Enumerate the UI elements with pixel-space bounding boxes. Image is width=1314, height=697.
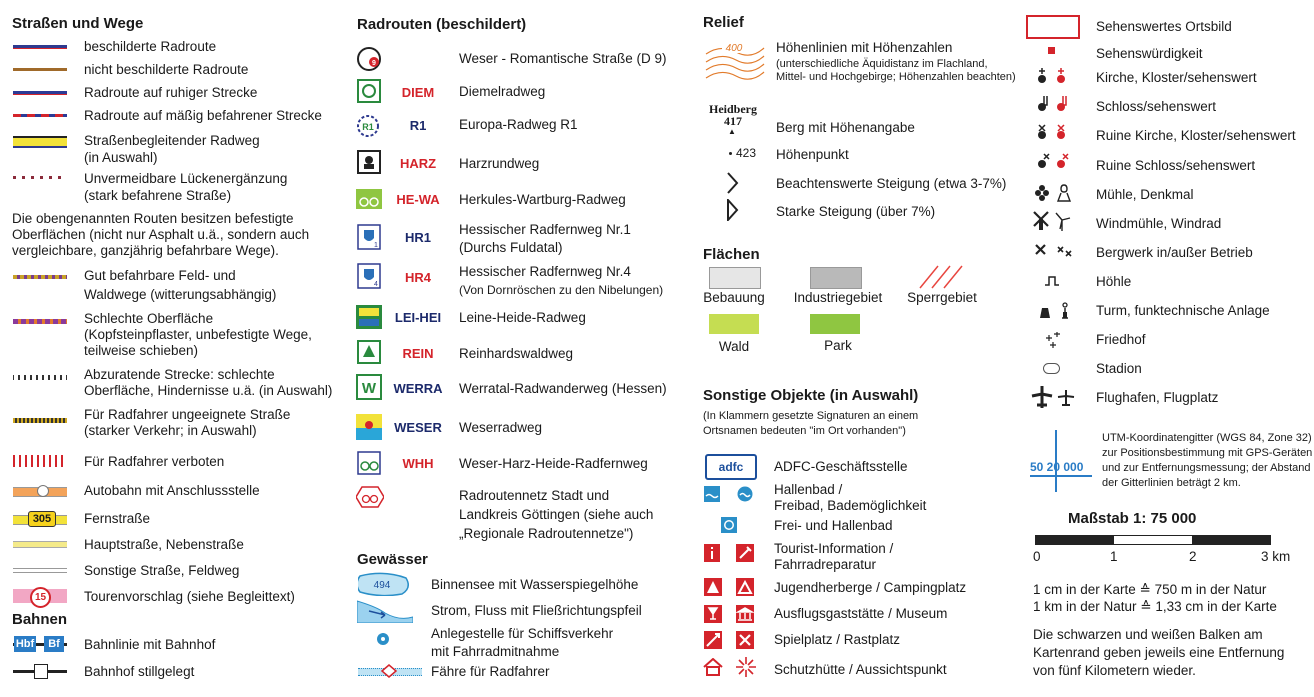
main-road-line — [13, 541, 67, 548]
indoor-pool-icon — [704, 486, 720, 502]
area-label: Wald — [718, 339, 750, 354]
legend-text: ADFC-Geschäftsstelle — [774, 459, 908, 474]
area-label: Sperrgebiet — [907, 290, 977, 305]
note-line: vergleichbare, ganzjährig befahrbare Wege). — [12, 243, 279, 258]
svg-text:4: 4 — [374, 281, 378, 288]
legend-text: (Kopfsteinpflaster, unbefestigte Wege, — [84, 327, 312, 342]
cemetery-icon — [1042, 332, 1062, 350]
gap-route-line — [13, 176, 67, 179]
route-name: Weser - Romantische Straße (D 9) — [459, 51, 667, 66]
goettingen-network-icon — [356, 486, 384, 508]
industrial-swatch — [810, 267, 862, 289]
rest-area-icon — [736, 631, 754, 649]
restaurant-icon — [704, 605, 722, 623]
route-name: Diemelradweg — [459, 84, 546, 99]
note-line: Die obengenannten Routen besitzen befestigte — [12, 211, 294, 226]
legend-text: Schutzhütte / Aussichtspunkt — [774, 662, 947, 677]
legend-text: Ruine Schloss/sehenswert — [1096, 158, 1256, 173]
legend-text: beschilderte Radroute — [84, 39, 217, 54]
legend-text: (in Auswahl) — [84, 150, 158, 165]
mountain-height: 417 — [724, 114, 742, 128]
playground-icon — [704, 631, 722, 649]
legend-text: Beachtenswerte Steigung (etwa 3-7%) — [776, 176, 1007, 191]
area-label: Park — [824, 338, 852, 353]
route-code: WERRA — [393, 381, 443, 396]
gradient-symbol — [726, 172, 740, 194]
mine-icon — [1034, 243, 1074, 259]
route-code: HARZ — [399, 156, 437, 171]
legend-text: Berg mit Höhenangabe — [776, 120, 915, 135]
route-name: Europa-Radweg R1 — [459, 117, 578, 132]
legend-text: Schlechte Oberfläche — [84, 311, 214, 326]
ferry-icon — [381, 664, 397, 678]
legend-text: Gut befahrbare Feld- und — [84, 268, 236, 283]
scale-title: Maßstab 1: 75 000 — [1068, 510, 1197, 527]
section-title-flaechen: Flächen — [703, 246, 760, 263]
river-symbol — [357, 599, 413, 623]
legend-text: Turm, funktechnische Anlage — [1096, 303, 1270, 318]
bf-badge: Bf — [44, 636, 64, 652]
cycle-path-line — [13, 136, 67, 148]
legend-text: Starke Steigung (über 7%) — [776, 204, 936, 219]
harz-route-icon — [357, 150, 381, 174]
museum-icon — [736, 605, 754, 623]
legend-text: Bahnhof stillgelegt — [84, 664, 195, 679]
hr4-route-icon — [357, 263, 381, 289]
utm-text: UTM-Koordinatengitter (WGS 84, Zone 32) — [1102, 432, 1312, 444]
cave-icon — [1044, 274, 1060, 286]
scale-tick: 2 — [1189, 549, 1197, 564]
legend-text: Höhenpunkt — [776, 147, 849, 162]
forbidden-line — [13, 455, 67, 467]
legend-text: Stadion — [1096, 361, 1142, 376]
route-code: HR1 — [404, 230, 431, 245]
motorway-junction-symbol — [37, 485, 49, 497]
legend-text: Mühle, Denkmal — [1096, 187, 1194, 202]
mountain-name: Heidberg — [709, 102, 757, 116]
route-code: WESER — [394, 420, 442, 435]
legend-text: Waldwege (witterungsabhängig) — [84, 287, 277, 302]
route-code: DIEM — [401, 85, 435, 100]
legend-text: Ausflugsgaststätte / Museum — [774, 606, 948, 621]
legend-text: teilweise schieben) — [84, 343, 199, 358]
legend-note: Mittel- und Hochgebirge; Höhenzahlen beachten) — [776, 71, 1016, 83]
legend-note: (In Klammern gesetzte Signaturen an einem — [703, 410, 919, 422]
legend-text: Höhenlinien mit Höhenzahlen — [776, 40, 953, 55]
closed-station-symbol — [34, 664, 48, 679]
diemel-route-icon — [357, 79, 381, 103]
church-ruin-icon — [1036, 123, 1070, 141]
utm-text: zur Positionsbestimmung mit GPS-Geräten — [1102, 447, 1313, 459]
legend-text: Anlegestelle für Schiffsverkehr — [431, 626, 614, 641]
lei-hei-route-icon — [356, 305, 382, 329]
legend-text: Unvermeidbare Lückenergänzung — [84, 171, 288, 186]
scale-text: 1 km in der Natur ≙ 1,33 cm in der Karte — [1033, 599, 1277, 614]
moderate-route-line — [13, 114, 67, 117]
legend-text: Friedhof — [1096, 332, 1146, 347]
scale-tick: 1 — [1110, 549, 1118, 564]
scale-bar — [1035, 535, 1271, 545]
section-title-relief: Relief — [703, 14, 744, 31]
legend-text: Autobahn mit Anschlussstelle — [84, 483, 260, 498]
utm-text: und zur Entfernungsmessung; der Abstand — [1102, 462, 1311, 474]
legend-text: Oberfläche, Hindernisse u.ä. (in Auswahl) — [84, 383, 333, 398]
bad-surface-line — [13, 319, 67, 324]
scale-note: Die schwarzen und weißen Balken am — [1033, 627, 1263, 642]
note-line: Oberflächen (nicht nur Asphalt u.ä., sondern auch — [12, 227, 310, 242]
viewpoint-icon — [735, 656, 757, 678]
route-name: Leine-Heide-Radweg — [459, 310, 586, 325]
airport-airfield-icon — [1030, 385, 1076, 409]
scale-note: von fünf Kilometern wieder. — [1033, 663, 1196, 678]
route-code: WHH — [402, 456, 434, 471]
field-path-line — [13, 275, 67, 279]
scale-text: 1 cm in der Karte ≙ 750 m in der Natur — [1033, 582, 1267, 597]
spot-height-dot — [729, 152, 732, 155]
campsite-icon — [736, 578, 754, 596]
rein-route-icon — [357, 340, 381, 364]
legend-text: Fahrradreparatur — [774, 557, 877, 572]
whh-route-icon — [357, 451, 381, 475]
svg-text:R1: R1 — [362, 122, 374, 132]
signed-route-line-red — [13, 48, 67, 49]
route-name: Hessischer Radfernweg Nr.1 — [459, 222, 631, 237]
legend-text: Sonstige Straße, Feldweg — [84, 563, 240, 578]
legend-text: Höhle — [1096, 274, 1132, 289]
route-code: R1 — [409, 118, 427, 133]
church-icon — [1036, 67, 1070, 85]
route-code: REIN — [402, 346, 434, 361]
legend-text: Hallenbad / — [774, 482, 843, 497]
quiet-route-line — [13, 91, 67, 95]
scale-tick: 3 km — [1261, 549, 1291, 564]
other-road-line — [13, 568, 67, 573]
legend-text: Radroute auf ruhiger Strecke — [84, 85, 258, 100]
legend-text: (stark befahrene Straße) — [84, 188, 232, 203]
legend-text: Abzuratende Strecke: schlechte — [84, 367, 275, 382]
peak-triangle-icon: ▲ — [728, 127, 736, 136]
legend-text: Spielplatz / Rastplatz — [774, 632, 901, 647]
forest-swatch — [709, 314, 759, 334]
legend-text: Fernstraße — [84, 511, 151, 526]
legend-text: Schloss/sehenswert — [1096, 99, 1217, 114]
legend-text: Bergwerk in/außer Betrieb — [1096, 245, 1253, 260]
route-code: HE-WA — [396, 192, 440, 207]
tour-number-badge: 15 — [30, 587, 51, 608]
route-name: Harzrundweg — [459, 156, 540, 171]
route-name: Landkreis Göttingen (siehe auch — [459, 507, 654, 522]
route-name: „Regionale Radroutennetze") — [459, 526, 634, 541]
route-name: Radroutennetz Stadt und — [459, 488, 610, 503]
scale-note: Kartenrand geben jeweils eine Entfernung — [1033, 645, 1285, 660]
area-label: Industriegebiet — [793, 290, 883, 305]
restricted-area-symbol — [916, 264, 968, 290]
legend-text: Sehenswürdigkeit — [1096, 46, 1203, 61]
hr1-route-icon — [357, 224, 381, 250]
route-code: HR4 — [404, 270, 431, 285]
tower-antenna-icon — [1038, 302, 1074, 320]
legend-text: Für Radfahrer ungeeignete Straße — [84, 407, 291, 422]
werra-route-icon — [356, 374, 382, 400]
hbf-badge: Hbf — [15, 638, 35, 650]
route-name: Reinhardswaldweg — [459, 346, 574, 361]
youth-hostel-icon — [704, 578, 722, 596]
townscape-frame — [1026, 15, 1080, 39]
mill-monument-icon — [1034, 184, 1074, 202]
r1-route-icon — [354, 113, 382, 139]
legend-text: (starker Verkehr; in Auswahl) — [84, 423, 257, 438]
route-name: Weserradweg — [459, 420, 543, 435]
sight-square — [1048, 47, 1055, 54]
area-label: Bebauung — [703, 290, 765, 305]
legend-text: Binnensee mit Wasserspiegelhöhe — [431, 577, 639, 592]
legend-text: nicht beschilderte Radroute — [84, 62, 249, 77]
windmill-windturbine-icon — [1032, 210, 1074, 232]
unsigned-route-line — [13, 68, 67, 71]
utm-grid-horizontal — [1030, 475, 1092, 477]
svg-text:494: 494 — [373, 580, 391, 591]
legend-text: Radroute auf mäßig befahrener Strecke — [84, 108, 322, 123]
park-swatch — [810, 314, 860, 334]
legend-text: Kirche, Kloster/sehenswert — [1096, 70, 1257, 85]
built-area-swatch — [709, 267, 761, 289]
legend-text: Straßenbegleitender Radweg — [84, 133, 260, 148]
d9-route-icon — [356, 46, 382, 72]
steep-gradient-symbol — [726, 199, 740, 221]
contour-lines-symbol — [704, 40, 766, 82]
utm-text: der Gitterlinien beträgt 2 km. — [1102, 477, 1241, 489]
section-title-strassen: Straßen und Wege — [12, 15, 144, 32]
legend-text: Fähre für Radfahrer — [431, 664, 550, 679]
legend-text: Ruine Kirche, Kloster/sehenswert — [1096, 128, 1296, 143]
legend-text: Jugendherberge / Campingplatz — [774, 580, 967, 595]
scale-tick: 0 — [1033, 549, 1041, 564]
stadium-icon — [1043, 363, 1060, 374]
svg-text:W: W — [361, 380, 377, 397]
route-name: (Von Dornröschen zu den Nibelungen) — [459, 283, 664, 297]
route-name: Hessischer Radfernweg Nr.4 — [459, 264, 631, 279]
route-name: Werratal-Radwanderweg (Hessen) — [459, 381, 667, 396]
weser-route-icon — [356, 414, 382, 440]
road-number-badge: 305 — [28, 511, 56, 527]
svg-text:1: 1 — [374, 242, 378, 249]
svg-text:9: 9 — [372, 60, 376, 67]
landing-stage-icon — [376, 632, 390, 646]
legend-text: Freibad, Bademöglichkeit — [774, 498, 927, 513]
tourist-info-icon — [704, 544, 720, 562]
legend-note: (unterschiedliche Äquidistanz im Flachland, — [776, 58, 988, 70]
legend-text: Für Radfahrer verboten — [84, 454, 225, 469]
route-name: Weser-Harz-Heide-Radfernweg — [459, 456, 648, 471]
he-wa-route-icon — [356, 189, 382, 209]
section-title-sonstige: Sonstige Objekte (in Auswahl) — [703, 387, 919, 404]
legend-text: Bahnlinie mit Bahnhof — [84, 637, 216, 652]
section-title-gewaesser: Gewässer — [357, 551, 428, 568]
castle-icon — [1036, 95, 1070, 113]
svg-text:400: 400 — [725, 43, 743, 54]
legend-note: Ortsnamen bedeuten "im Ort vorhanden") — [703, 425, 906, 437]
not-recommended-line — [13, 375, 67, 380]
bike-repair-icon — [736, 544, 754, 562]
spot-height-value: 423 — [736, 146, 757, 160]
shelter-icon — [703, 658, 723, 676]
route-name: (Durchs Fuldatal) — [459, 240, 563, 255]
lake-symbol — [358, 572, 410, 596]
section-title-radrouten: Radrouten (beschildert) — [357, 16, 527, 33]
outdoor-pool-icon — [737, 486, 753, 502]
legend-text: Tourenvorschlag (siehe Begleittext) — [84, 589, 295, 604]
legend-text: Strom, Fluss mit Fließrichtungspfeil — [431, 603, 642, 618]
legend-text: Windmühle, Windrad — [1096, 216, 1222, 231]
unsuitable-road-line — [13, 418, 67, 423]
legend-text: Tourist-Information / — [774, 541, 894, 556]
legend-text: Flughafen, Flugplatz — [1096, 390, 1219, 405]
legend-text: Sehenswertes Ortsbild — [1096, 19, 1232, 34]
utm-grid-value: 50 20 000 — [1030, 460, 1084, 474]
legend-text: Hauptstraße, Nebenstraße — [84, 537, 244, 552]
legend-text: Frei- und Hallenbad — [774, 518, 893, 533]
indoor-outdoor-pool-icon — [721, 517, 737, 533]
route-code: LEI-HEI — [394, 310, 442, 325]
castle-ruin-icon — [1036, 152, 1070, 170]
legend-text: mit Fahrradmitnahme — [431, 644, 560, 659]
adfc-icon: adfc — [705, 454, 757, 480]
route-name: Herkules-Wartburg-Radweg — [459, 192, 626, 207]
section-title-bahnen: Bahnen — [12, 611, 68, 628]
